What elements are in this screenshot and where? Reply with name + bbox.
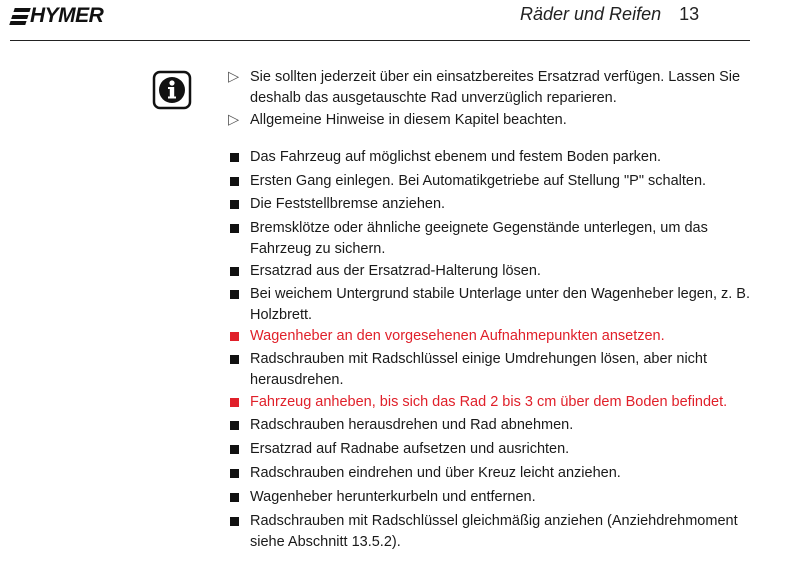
step-item bbox=[228, 511, 768, 553]
chapter-title: Räder und Reifen bbox=[520, 4, 662, 24]
step-text: Radschrauben mit Radschlüssel einige Umdrehungen lösen, aber nicht herausdrehen. bbox=[250, 351, 708, 388]
step-text: Ersatzrad auf Radnabe aufsetzen und ausrichten. bbox=[250, 441, 570, 457]
step-text: Radschrauben eindrehen und über Kreuz leicht anziehen. bbox=[250, 465, 621, 481]
step-item bbox=[228, 487, 768, 508]
bullet-square-icon bbox=[230, 398, 239, 407]
step-text: Ersatzrad aus der Ersatzrad-Halterung lösen. bbox=[250, 263, 541, 279]
page-header bbox=[520, 4, 699, 25]
bullet-square-icon bbox=[230, 153, 239, 162]
step-text: Bremsklötze oder ähnliche geeignete Gegenstände unterlegen, um das Fahrzeug zu sichern. bbox=[250, 220, 708, 257]
brand-name: HYMER bbox=[30, 4, 104, 27]
bullet-square-icon bbox=[230, 421, 239, 430]
step-text: Die Feststellbremse anziehen. bbox=[250, 196, 446, 212]
hint-item bbox=[228, 67, 768, 109]
hint-text: Sie sollten jederzeit über ein einsatzbereites Ersatzrad verfügen. Lassen Sie deshalb das ausgetauschte Rad unverzüglich reparieren. bbox=[250, 69, 741, 106]
step-text: Radschrauben herausdrehen und Rad abnehmen. bbox=[250, 417, 574, 433]
bullet-square-icon bbox=[230, 445, 239, 454]
step-item bbox=[228, 439, 768, 460]
bullet-square-icon bbox=[230, 517, 239, 526]
step-text: Ersten Gang einlegen. Bei Automatikgetriebe auf Stellung "P" schalten. bbox=[250, 173, 707, 189]
bullet-square-icon bbox=[230, 290, 239, 299]
bullet-square-icon bbox=[230, 200, 239, 209]
triangle-marker-icon: ▷ bbox=[228, 69, 240, 85]
step-item bbox=[228, 218, 768, 260]
logo-bars-icon bbox=[9, 8, 31, 25]
triangle-marker-icon: ▷ bbox=[228, 112, 240, 128]
step-text: Das Fahrzeug auf möglichst ebenem und festem Boden parken. bbox=[250, 149, 662, 165]
bullet-square-icon bbox=[230, 224, 239, 233]
step-item bbox=[228, 284, 768, 326]
step-text: Wagenheber herunterkurbeln und entfernen. bbox=[250, 489, 536, 505]
step-item bbox=[228, 261, 768, 282]
hint-item bbox=[228, 110, 768, 131]
brand-logo bbox=[12, 4, 103, 28]
bullet-square-icon bbox=[230, 267, 239, 276]
hint-text: Allgemeine Hinweise in diesem Kapitel beachten. bbox=[250, 112, 567, 128]
step-item bbox=[228, 147, 768, 168]
step-item-highlighted bbox=[228, 392, 768, 413]
step-text: Radschrauben mit Radschlüssel gleichmäßig anziehen (Anziehdrehmoment siehe Abschnitt 13.5.2). bbox=[250, 513, 738, 550]
step-text: Bei weichem Untergrund stabile Unterlage unter den Wagenheber legen, z. B. Holzbrett. bbox=[250, 286, 751, 323]
bullet-square-icon bbox=[230, 177, 239, 186]
bullet-square-icon bbox=[230, 332, 239, 341]
header-divider bbox=[10, 40, 750, 41]
step-text: Fahrzeug anheben, bis sich das Rad 2 bis 3 cm über dem Boden befindet. bbox=[250, 394, 728, 410]
bullet-square-icon bbox=[230, 469, 239, 478]
step-item-highlighted bbox=[228, 326, 768, 347]
info-icon bbox=[152, 70, 192, 110]
step-text: Wagenheber an den vorgesehenen Aufnahmepunkten ansetzen. bbox=[250, 328, 665, 344]
step-item bbox=[228, 415, 768, 436]
step-item bbox=[228, 349, 768, 391]
step-item bbox=[228, 171, 768, 192]
page-number: 13 bbox=[679, 4, 700, 24]
bullet-square-icon bbox=[230, 493, 239, 502]
bullet-square-icon bbox=[230, 355, 239, 364]
step-item bbox=[228, 463, 768, 484]
step-item bbox=[228, 194, 768, 215]
